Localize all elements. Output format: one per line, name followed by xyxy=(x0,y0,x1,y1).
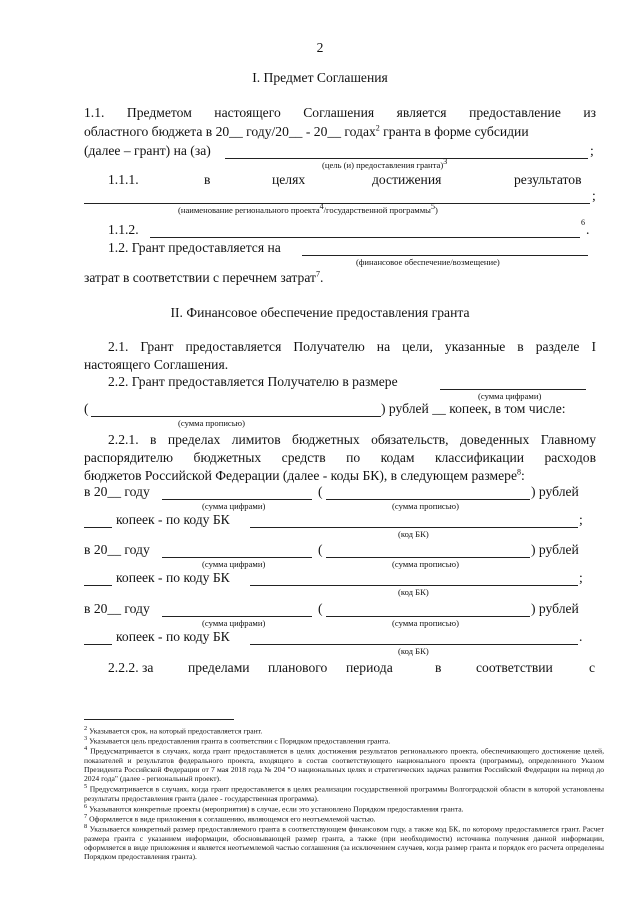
text-span: гранта в форме субсидии xyxy=(379,124,529,139)
word: соответствии xyxy=(476,660,553,675)
footnote-number: 5 xyxy=(84,783,88,790)
field-caption: (сумма прописью) xyxy=(392,501,459,511)
field-caption: (финансовое обеспечение/возмещение) xyxy=(356,257,500,267)
section-title: I. Предмет Соглашения xyxy=(252,70,388,85)
rubles-label: ) рублей xyxy=(531,484,579,499)
year-label: в 20__ году xyxy=(84,542,150,557)
footnote-number: 4 xyxy=(84,745,88,752)
paragraph-line xyxy=(84,270,323,286)
paragraph-line: 2.2. Грант предоставляется Получателю в размере xyxy=(108,374,398,389)
footnote-separator xyxy=(84,719,234,720)
text-span: областного бюджета в 20__ году/20__ - 20__ годах xyxy=(84,124,376,139)
kopeks-label: копеек - по коду БК xyxy=(116,512,230,527)
field-caption xyxy=(178,202,438,215)
field-caption: (сумма цифрами) xyxy=(478,391,542,401)
fill-line xyxy=(84,644,112,645)
clause-number: 1.1.1. xyxy=(108,172,139,187)
word: достижения xyxy=(372,172,442,187)
footnote-number: 7 xyxy=(84,813,88,820)
footnote xyxy=(84,744,604,784)
clause-number: 1.1.2. xyxy=(108,222,139,237)
field-caption: (код БК) xyxy=(398,646,429,656)
word: результатов xyxy=(514,172,582,187)
fill-line xyxy=(326,616,530,617)
text-span: затрат в соответствии с перечнем затрат xyxy=(84,270,316,285)
fill-line xyxy=(162,557,312,558)
field-caption: (сумма цифрами) xyxy=(202,559,266,569)
footnote-ref: 8 xyxy=(516,467,521,477)
footnote-ref: 7 xyxy=(315,269,320,279)
footnote-ref: 4 xyxy=(319,202,324,212)
kopeks-label: копеек - по коду БК xyxy=(116,570,230,585)
word: с xyxy=(589,660,596,675)
field-caption: (сумма прописью) xyxy=(392,559,459,569)
fill-line xyxy=(250,644,578,645)
word: планового xyxy=(268,660,328,675)
fill-line xyxy=(302,255,588,256)
word: в xyxy=(204,172,211,187)
fill-line xyxy=(91,416,381,417)
punctuation: ; xyxy=(592,188,596,203)
footnote-text: Указывается срок, на который предоставляется грант. xyxy=(89,726,263,736)
footnote-text: Предусматривается в случаях, когда грант предоставляется в целях реализации государственной программы Волгоградской области в которой установлены результаты предоставления гранта (далее - государственная программа). xyxy=(84,784,604,803)
fill-line xyxy=(225,158,588,159)
word: целях xyxy=(272,172,306,187)
punctuation: ( xyxy=(318,542,323,557)
paragraph-line xyxy=(84,124,529,140)
field-caption: (код БК) xyxy=(398,529,429,539)
paragraph-line: 2.1. Грант предоставляется Получателю на цели, указанные в разделе I xyxy=(108,339,596,354)
field-caption: (сумма прописью) xyxy=(392,618,459,628)
footnote-ref: 5 xyxy=(430,202,435,212)
footnote-text: Указывается конкретный размер предоставляемого гранта в соответствующем финансовом году, а также код БК, по которому предоставляется грант. Расчет размера гранта с указанием информации, обосновывающей размер гранта, а также (при необходимости) источника получения данной информации, оформляется в виде приложения и является неотъемлемой частью соглашения (за исключением случаев, когда размер гранта и порядок его расчета определены Порядком предоставления гранта). xyxy=(84,824,604,862)
punctuation: ( xyxy=(318,601,323,616)
footnote-text: Указываются конкретные проекты (мероприятия) в случае, если это установлено Порядком предоставления гранта. xyxy=(89,804,464,814)
fill-line xyxy=(84,527,112,528)
footnote-number: 8 xyxy=(84,823,88,830)
footnote-text: Оформляется в виде приложения к соглашению, являющемся его неотъемлемой частью. xyxy=(89,814,376,824)
word: 2.2.2. за xyxy=(108,660,154,675)
footnote-text: Указывается цель предоставления гранта в соответствии с Порядком предоставления гранта. xyxy=(89,736,391,746)
caption-text: /государственной программы xyxy=(323,205,431,215)
field-caption: (сумма цифрами) xyxy=(202,618,266,628)
paragraph-line: 2.2.1. в пределах лимитов бюджетных обязательств, доведенных Главному xyxy=(108,432,596,447)
word: в xyxy=(435,660,442,675)
field-caption: (сумма цифрами) xyxy=(202,501,266,511)
paragraph-line: ) рублей __ копеек, в том числе: xyxy=(381,401,566,416)
fill-line xyxy=(326,499,530,500)
footnote-ref: 2 xyxy=(375,123,380,133)
fill-line xyxy=(162,499,312,500)
punctuation: ; xyxy=(579,512,583,527)
footnote-number: 6 xyxy=(84,803,88,810)
punctuation: ( xyxy=(84,401,89,416)
caption-text: (цель (и) предоставления гранта) xyxy=(322,160,444,170)
footnote-text: Предусматривается в случаях, когда грант предоставляется в целях достижения результатов регионального проекта, обеспечивающего достижение целей, показателей и результатов федерального проекта, входящего в состав соответствующего национального проекта (программы), определенного Указом Президента Российской Федерации от 7 мая 2018 года № 204 "О национальных целях и стратегических задачах развития Российской Федерации на период до 2024 года" (далее - региональный проект). xyxy=(84,746,604,784)
field-caption: (сумма прописью) xyxy=(178,418,245,428)
paragraph-line: (далее – грант) на (за) xyxy=(84,143,211,158)
fill-line xyxy=(84,203,590,204)
footnote-ref: 6 xyxy=(581,218,585,227)
kopeks-label: копеек - по коду БК xyxy=(116,629,230,644)
fill-line xyxy=(162,616,312,617)
footnote xyxy=(84,822,604,862)
punctuation: . xyxy=(586,222,590,237)
section-title: II. Финансовое обеспечение предоставления гранта xyxy=(170,305,470,320)
paragraph-line: 1.2. Грант предоставляется на xyxy=(108,240,281,255)
caption-text: ) xyxy=(434,205,438,215)
word: пределами xyxy=(188,660,250,675)
fill-line xyxy=(440,389,586,390)
page-number: 2 xyxy=(316,40,324,55)
fill-line xyxy=(150,237,580,238)
punctuation: : xyxy=(520,468,525,483)
punctuation: . xyxy=(319,270,324,285)
paragraph-line: 1.1. Предметом настоящего Соглашения является предоставление из xyxy=(84,105,596,120)
paragraph-line: настоящего Соглашения. xyxy=(84,357,229,372)
punctuation: . xyxy=(579,629,583,644)
fill-line xyxy=(326,557,530,558)
footnote-number: 3 xyxy=(84,735,88,742)
footnote-ref: 3 xyxy=(443,157,448,167)
punctuation: ; xyxy=(579,570,583,585)
text-span: бюджетов Российской Федерации (далее - коды БК), в следующем размере xyxy=(84,468,517,483)
fill-line xyxy=(250,585,578,586)
rubles-label: ) рублей xyxy=(531,601,579,616)
field-caption xyxy=(322,157,448,170)
footnote xyxy=(84,782,604,803)
paragraph-line xyxy=(84,468,525,484)
field-caption: (код БК) xyxy=(398,587,429,597)
year-label: в 20__ году xyxy=(84,601,150,616)
rubles-label: ) рублей xyxy=(531,542,579,557)
caption-text: (наименование регионального проекта xyxy=(178,205,320,215)
fill-line xyxy=(250,527,578,528)
word: периода xyxy=(346,660,393,675)
punctuation: ; xyxy=(590,143,594,158)
year-label: в 20__ году xyxy=(84,484,150,499)
paragraph-line: распорядителю бюджетных средств по кодам классификации расходов xyxy=(84,450,596,465)
punctuation: ( xyxy=(318,484,323,499)
fill-line xyxy=(84,585,112,586)
footnote-number: 2 xyxy=(84,725,88,732)
